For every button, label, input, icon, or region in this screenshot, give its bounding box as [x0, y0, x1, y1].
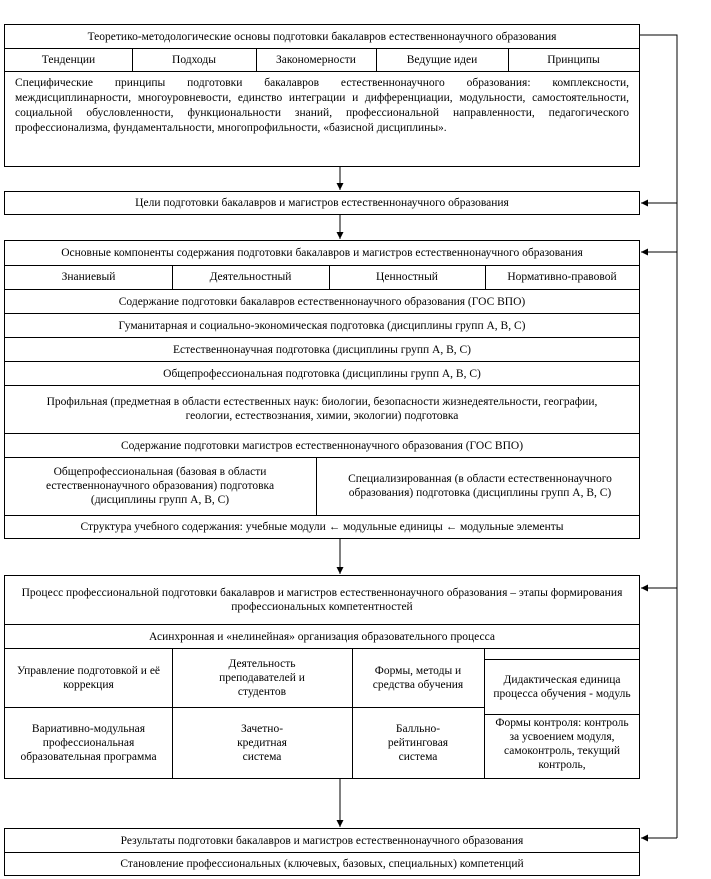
general-professional-training: Общепрофессиональная подготовка (дисциплины групп А, В, С) [163, 367, 481, 380]
component-activity: Деятельностный [209, 271, 292, 283]
didactic-unit-box [484, 659, 640, 715]
profile-training: Профильная (предметная в области естественных наук: биологии, безопасности жизнедеятельности, географии, геологии, естествознания, химии, экологии) подготовка [46, 396, 598, 422]
goals-title: Цели подготовки бакалавров и магистров естественнонаучного образования [135, 197, 509, 209]
column-principles: Принципы [547, 54, 600, 66]
competences-text: Становление профессиональных (ключевых, базовых, специальных) компетенций [120, 858, 524, 870]
principles-text: Специфические принципы подготовки бакалавров естественнонаучного образования: комплексности, междисциплинарности, многоуровневости, единство интеграции и дифференциации, модульности, самостоятельности, социальной обусловленности, функциональности знаний, профессиональной направленности, педагогического профессионализма, фундаментальности, многопрофильности, «базисной дисциплины». [15, 77, 629, 134]
control-forms-cell: Формы контроля: контроль за усвоением модуля, самоконтроль, текущий контроль, [495, 717, 629, 771]
humanitarian-training: Гуманитарная и социально-экономическая подготовка (дисциплины групп А, В, С) [118, 319, 526, 332]
column-approaches: Подходы [172, 54, 216, 66]
feedback-rail [640, 35, 677, 838]
natural-science-training: Естественнонаучная подготовка (дисциплины групп А, В, С) [172, 343, 471, 356]
master-general-training: Общепрофессиональная (базовая в области естественнонаучного образования) подготовка (дисциплины групп А, В, С) [45, 466, 275, 506]
column-trends: Тенденции [41, 54, 96, 66]
rating-system-cell: Балльно-рейтинговая система [387, 723, 449, 763]
component-knowledge: Знаниевый [61, 271, 116, 283]
forms-methods-cell: Формы, методы и средства обучения [372, 665, 464, 691]
content-components-title: Основные компоненты содержания подготовки бакалавров и магистров естественнонаучного образования [61, 247, 583, 259]
process-organization: Асинхронная и «нелинейная» организация образовательного процесса [148, 630, 496, 643]
content-structure: Структура учебного содержания: учебные модули ← модульные единицы ← модульные элементы [80, 521, 564, 533]
didactic-unit-text: Дидактическая единица процесса обучения - модуль [493, 674, 631, 700]
bachelor-content: Содержание подготовки бакалавров естественнонаучного образования (ГОС ВПО) [118, 295, 526, 308]
activity-cell: Деятельность преподавателей и студентов [219, 658, 305, 698]
process-title: Процесс профессиональной подготовки бакалавров и магистров естественнонаучного образования – этапы формирования профессиональных компетентностей [21, 586, 623, 613]
component-value: Ценностный [376, 271, 438, 283]
component-normative: Нормативно-правовой [507, 271, 617, 283]
credit-system-cell: Зачетно-кредитная система [237, 723, 287, 763]
column-leading-ideas: Ведущие идеи [406, 54, 478, 66]
master-special-training: Специализированная (в области естественнонаучного образования) подготовка (дисциплины групп А, В, С) [348, 473, 612, 499]
program-cell: Вариативно-модульная профессиональная образовательная программа [20, 723, 157, 763]
management-cell: Управление подготовкой и её коррекция [16, 665, 161, 691]
column-regularities: Закономерности [276, 54, 356, 66]
master-content: Содержание подготовки магистров естественнонаучного образования (ГОС ВПО) [120, 439, 524, 452]
results-title: Результаты подготовки бакалавров и магистров естественнонаучного образования [120, 834, 524, 847]
foundations-title: Теоретико-методологические основы подготовки бакалавров естественнонаучного образования [87, 30, 557, 43]
